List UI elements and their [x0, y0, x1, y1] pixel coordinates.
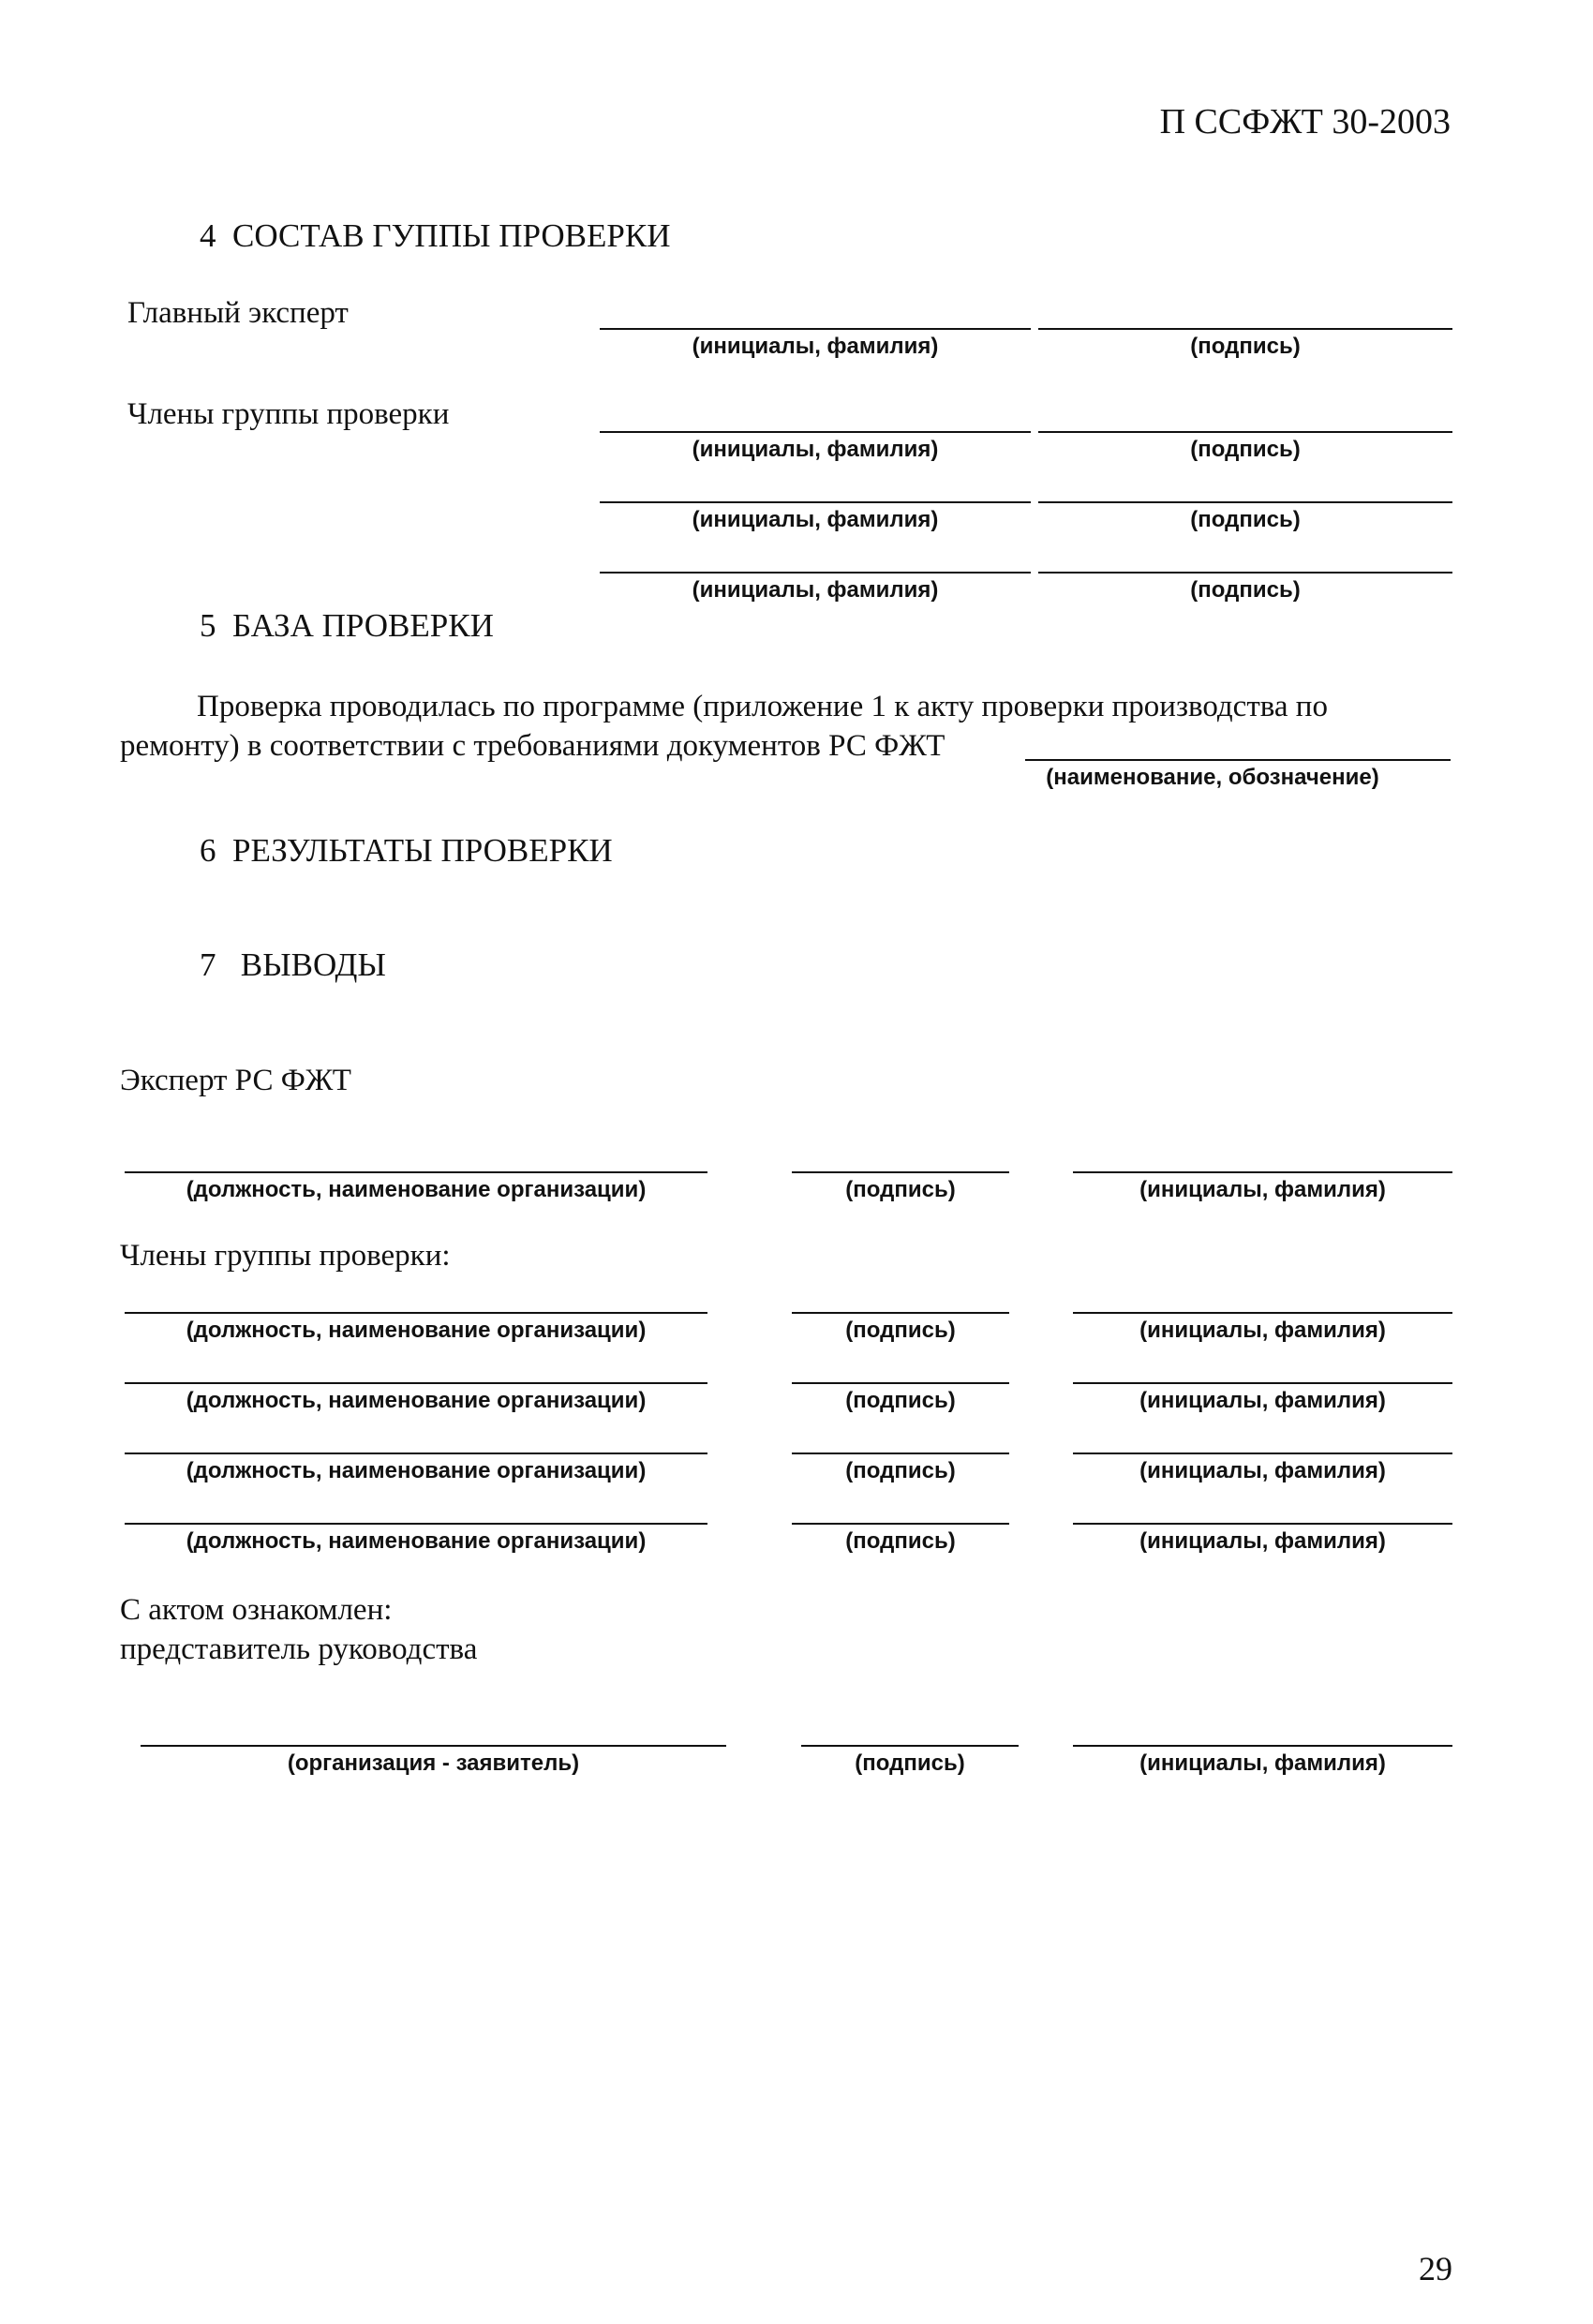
member2-signature-caption: (подпись): [1190, 507, 1301, 532]
section4-number: 4: [200, 217, 216, 254]
section4-title: СОСТАВ ГУППЫ ПРОВЕРКИ: [232, 217, 671, 254]
page-number: 29: [1419, 2250, 1452, 2287]
expert-label: Эксперт РС ФЖТ: [120, 1064, 351, 1097]
expert-member4-signature-caption: (подпись): [845, 1528, 956, 1554]
section5-paragraph-line1: Проверка проводилась по программе (приложение 1 к акту проверки производства по: [197, 690, 1328, 723]
section5-title: БАЗА ПРОВЕРКИ: [232, 607, 494, 644]
section7-title: ВЫВОДЫ: [240, 946, 386, 983]
expert-member4-initials-line[interactable]: [1073, 1523, 1452, 1525]
expert-initials-caption: (инициалы, фамилия): [1139, 1177, 1386, 1202]
expert-initials-line[interactable]: [1073, 1171, 1452, 1173]
section7-number: 7: [200, 946, 216, 983]
documents-name-caption: (наименование, обозначение): [1046, 765, 1379, 790]
chief-expert-initials-caption: (инициалы, фамилия): [692, 334, 939, 359]
member3-signature-caption: (подпись): [1190, 577, 1301, 603]
expert-member1-signature-caption: (подпись): [845, 1318, 956, 1343]
group-members-label: Члены группы проверки: [127, 397, 450, 431]
expert-signature-line[interactable]: [792, 1171, 1009, 1173]
expert-member2-initials-line[interactable]: [1073, 1382, 1452, 1384]
applicant-initials-line[interactable]: [1073, 1745, 1452, 1747]
applicant-org-line[interactable]: [141, 1745, 726, 1747]
member3-initials-caption: (инициалы, фамилия): [692, 577, 939, 603]
member3-signature-line[interactable]: [1038, 572, 1452, 574]
section6-heading: [200, 832, 613, 870]
section5-number: 5: [200, 607, 216, 644]
expert-member1-position-line[interactable]: [125, 1312, 707, 1314]
expert-member4-position-caption: (должность, наименование организации): [186, 1528, 647, 1554]
expert-member3-signature-caption: (подпись): [845, 1458, 956, 1483]
section5-heading: [200, 607, 494, 645]
expert-member3-signature-line[interactable]: [792, 1452, 1009, 1454]
expert-member3-initials-caption: (инициалы, фамилия): [1139, 1458, 1386, 1483]
management-representative-label: представитель руководства: [120, 1632, 478, 1666]
document-code: П ССФЖТ 30-2003: [1159, 102, 1451, 142]
expert-member3-position-line[interactable]: [125, 1452, 707, 1454]
chief-expert-signature-caption: (подпись): [1190, 334, 1301, 359]
member3-name-line[interactable]: [600, 572, 1031, 574]
expert-member1-signature-line[interactable]: [792, 1312, 1009, 1314]
member2-initials-caption: (инициалы, фамилия): [692, 507, 939, 532]
expert-member1-initials-caption: (инициалы, фамилия): [1139, 1318, 1386, 1343]
expert-position-caption: (должность, наименование организации): [186, 1177, 647, 1202]
applicant-initials-caption: (инициалы, фамилия): [1139, 1750, 1386, 1776]
member1-signature-line[interactable]: [1038, 431, 1452, 433]
member1-name-line[interactable]: [600, 431, 1031, 433]
expert-member1-position-caption: (должность, наименование организации): [186, 1318, 647, 1343]
expert-member3-initials-line[interactable]: [1073, 1452, 1452, 1454]
expert-members-label: Члены группы проверки:: [120, 1239, 451, 1273]
member1-initials-caption: (инициалы, фамилия): [692, 437, 939, 462]
expert-member2-signature-caption: (подпись): [845, 1388, 956, 1413]
chief-expert-label: Главный эксперт: [127, 296, 349, 330]
section6-number: 6: [200, 832, 216, 869]
expert-member2-position-caption: (должность, наименование организации): [186, 1388, 647, 1413]
expert-member2-position-line[interactable]: [125, 1382, 707, 1384]
expert-member3-position-caption: (должность, наименование организации): [186, 1458, 647, 1483]
expert-signature-caption: (подпись): [845, 1177, 956, 1202]
member2-signature-line[interactable]: [1038, 501, 1452, 503]
applicant-org-caption: (организация - заявитель): [287, 1750, 580, 1776]
expert-member2-signature-line[interactable]: [792, 1382, 1009, 1384]
member2-name-line[interactable]: [600, 501, 1031, 503]
member1-signature-caption: (подпись): [1190, 437, 1301, 462]
expert-position-line[interactable]: [125, 1171, 707, 1173]
expert-member4-initials-caption: (инициалы, фамилия): [1139, 1528, 1386, 1554]
chief-expert-name-line[interactable]: [600, 328, 1031, 330]
expert-member1-initials-line[interactable]: [1073, 1312, 1452, 1314]
acknowledged-label: С актом ознакомлен:: [120, 1593, 393, 1627]
section4-heading: [200, 217, 671, 255]
applicant-signature-line[interactable]: [801, 1745, 1019, 1747]
section7-heading: [200, 946, 386, 984]
chief-expert-signature-line[interactable]: [1038, 328, 1452, 330]
section5-paragraph-line2: ремонту) в соответствии с требованиями документов РС ФЖТ: [120, 729, 945, 763]
expert-member4-position-line[interactable]: [125, 1523, 707, 1525]
expert-member2-initials-caption: (инициалы, фамилия): [1139, 1388, 1386, 1413]
documents-name-line[interactable]: [1025, 759, 1451, 761]
section6-title: РЕЗУЛЬТАТЫ ПРОВЕРКИ: [232, 832, 613, 869]
expert-member4-signature-line[interactable]: [792, 1523, 1009, 1525]
applicant-signature-caption: (подпись): [855, 1750, 965, 1776]
